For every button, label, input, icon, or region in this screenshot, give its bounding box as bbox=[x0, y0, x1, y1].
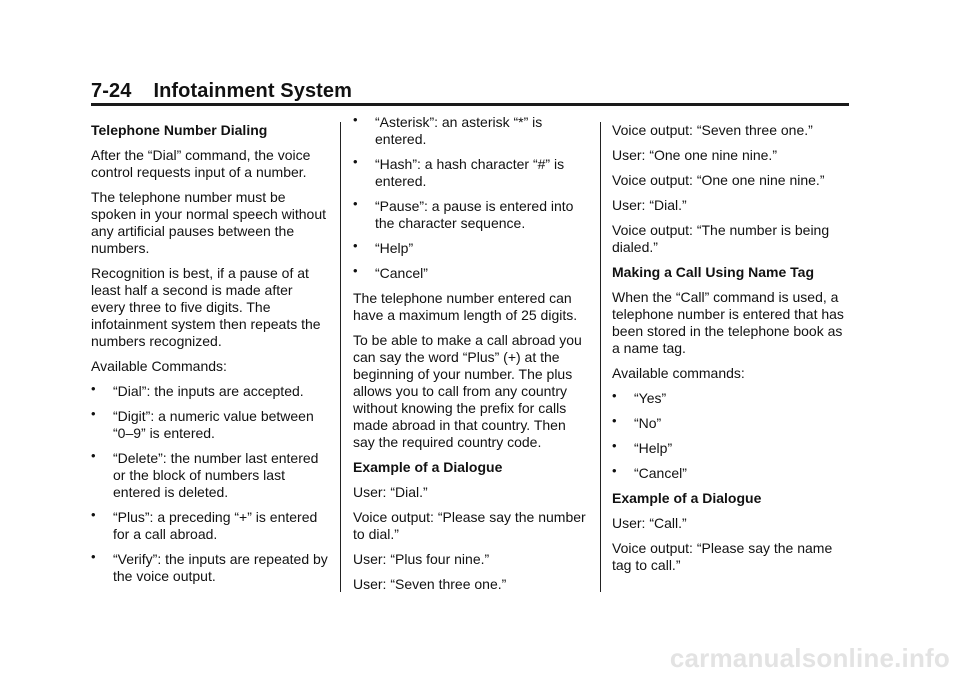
column-2 bbox=[353, 114, 591, 601]
list-item bbox=[91, 408, 329, 442]
watermark-text: carmanualsonline.info bbox=[669, 643, 950, 673]
list-item bbox=[612, 440, 850, 457]
list-item bbox=[612, 390, 850, 407]
bullet-icon: • bbox=[612, 413, 617, 428]
page-header bbox=[91, 80, 352, 103]
list-item bbox=[353, 198, 591, 232]
list-item-text: “Help” bbox=[375, 240, 414, 256]
list-item-text: “No” bbox=[634, 415, 662, 431]
dialogue-line: User: “Call.” bbox=[612, 515, 687, 531]
bullet-icon: • bbox=[353, 196, 358, 211]
paragraph: When the “Call” command is used, a telephone number is entered that has been stored in the telephone book as a name tag. bbox=[612, 289, 844, 356]
list-item-text: “Pause”: a pause is entered into the character sequence. bbox=[375, 198, 574, 231]
bullet-icon: • bbox=[612, 463, 617, 478]
dialogue-line: Voice output: “Please say the name tag to call.” bbox=[612, 540, 833, 573]
paragraph: Recognition is best, if a pause of at least half a second is made after every three to five digits. The infotainment system then repeats the numbers recognized. bbox=[91, 265, 321, 349]
list-item-text: “Delete”: the number last entered or the block of numbers last entered is deleted. bbox=[113, 450, 319, 500]
bullet-icon: • bbox=[91, 549, 96, 564]
section-title: Infotainment System bbox=[153, 80, 353, 102]
paragraph: The telephone number must be spoken in your normal speech without any artificial pauses between the numbers. bbox=[91, 189, 327, 256]
dialogue-line: User: “Plus four nine.” bbox=[353, 551, 490, 567]
bullet-icon: • bbox=[353, 154, 358, 169]
bullet-icon: • bbox=[91, 507, 96, 522]
list-item-text: “Cancel” bbox=[375, 265, 428, 281]
list-item-text: “Verify”: the inputs are repeated by the voice output. bbox=[113, 551, 328, 584]
column-divider-2 bbox=[600, 122, 601, 592]
column-1 bbox=[91, 122, 329, 593]
bullet-icon: • bbox=[612, 388, 617, 403]
command-list bbox=[353, 114, 591, 282]
bullet-icon: • bbox=[91, 448, 96, 463]
section-heading: Telephone Number Dialing bbox=[91, 122, 268, 138]
header-rule bbox=[91, 103, 849, 106]
dialogue-line: Voice output: “The number is being dialed.” bbox=[612, 222, 830, 255]
list-item bbox=[353, 240, 591, 257]
page-number: 7-24 bbox=[91, 80, 132, 102]
dialogue-line: Voice output: “Seven three one.” bbox=[612, 122, 813, 138]
bullet-icon: • bbox=[91, 381, 96, 396]
paragraph: Available Commands: bbox=[91, 358, 227, 374]
list-item-text: “Plus”: a preceding “+” is entered for a call abroad. bbox=[113, 509, 318, 542]
command-list bbox=[91, 383, 329, 585]
paragraph: Available commands: bbox=[612, 365, 745, 381]
list-item bbox=[612, 465, 850, 482]
bullet-icon: • bbox=[353, 238, 358, 253]
bullet-icon: • bbox=[353, 263, 358, 278]
bullet-icon: • bbox=[91, 406, 96, 421]
column-3 bbox=[612, 122, 850, 582]
section-heading: Example of a Dialogue bbox=[612, 490, 762, 506]
list-item bbox=[353, 265, 591, 282]
column-divider-1 bbox=[340, 122, 341, 592]
paragraph: The telephone number entered can have a maximum length of 25 digits. bbox=[353, 290, 578, 323]
dialogue-line: User: “One one nine nine.” bbox=[612, 147, 777, 163]
list-item-text: “Digit”: a numeric value between “0–9” is entered. bbox=[113, 408, 314, 441]
section-heading: Making a Call Using Name Tag bbox=[612, 264, 815, 280]
list-item-text: “Cancel” bbox=[634, 465, 687, 481]
dialogue-line: User: “Seven three one.” bbox=[353, 576, 507, 592]
list-item bbox=[91, 450, 329, 501]
section-heading: Example of a Dialogue bbox=[353, 459, 503, 475]
paragraph: After the “Dial” command, the voice control requests input of a number. bbox=[91, 147, 311, 180]
dialogue-line: Voice output: “One one nine nine.” bbox=[612, 172, 825, 188]
dialogue-line: User: “Dial.” bbox=[612, 197, 687, 213]
command-list bbox=[612, 390, 850, 482]
list-item-text: “Hash”: a hash character “#” is entered. bbox=[375, 156, 565, 189]
list-item bbox=[353, 114, 591, 148]
bullet-icon: • bbox=[353, 112, 358, 127]
list-item-text: “Asterisk”: an asterisk “*” is entered. bbox=[375, 114, 543, 147]
list-item bbox=[612, 415, 850, 432]
list-item bbox=[91, 383, 329, 400]
list-item bbox=[353, 156, 591, 190]
bullet-icon: • bbox=[612, 438, 617, 453]
list-item bbox=[91, 509, 329, 543]
list-item-text: “Yes” bbox=[634, 390, 667, 406]
dialogue-line: Voice output: “Please say the number to dial.” bbox=[353, 509, 586, 542]
list-item bbox=[91, 551, 329, 585]
list-item-text: “Help” bbox=[634, 440, 673, 456]
list-item-text: “Dial”: the inputs are accepted. bbox=[113, 383, 304, 399]
paragraph: To be able to make a call abroad you can say the word “Plus” (+) at the beginning of your number. The plus allows you to call from any country without knowing the prefix for calls made abroad in that country. Then say the required country code. bbox=[353, 332, 582, 450]
dialogue-line: User: “Dial.” bbox=[353, 484, 428, 500]
